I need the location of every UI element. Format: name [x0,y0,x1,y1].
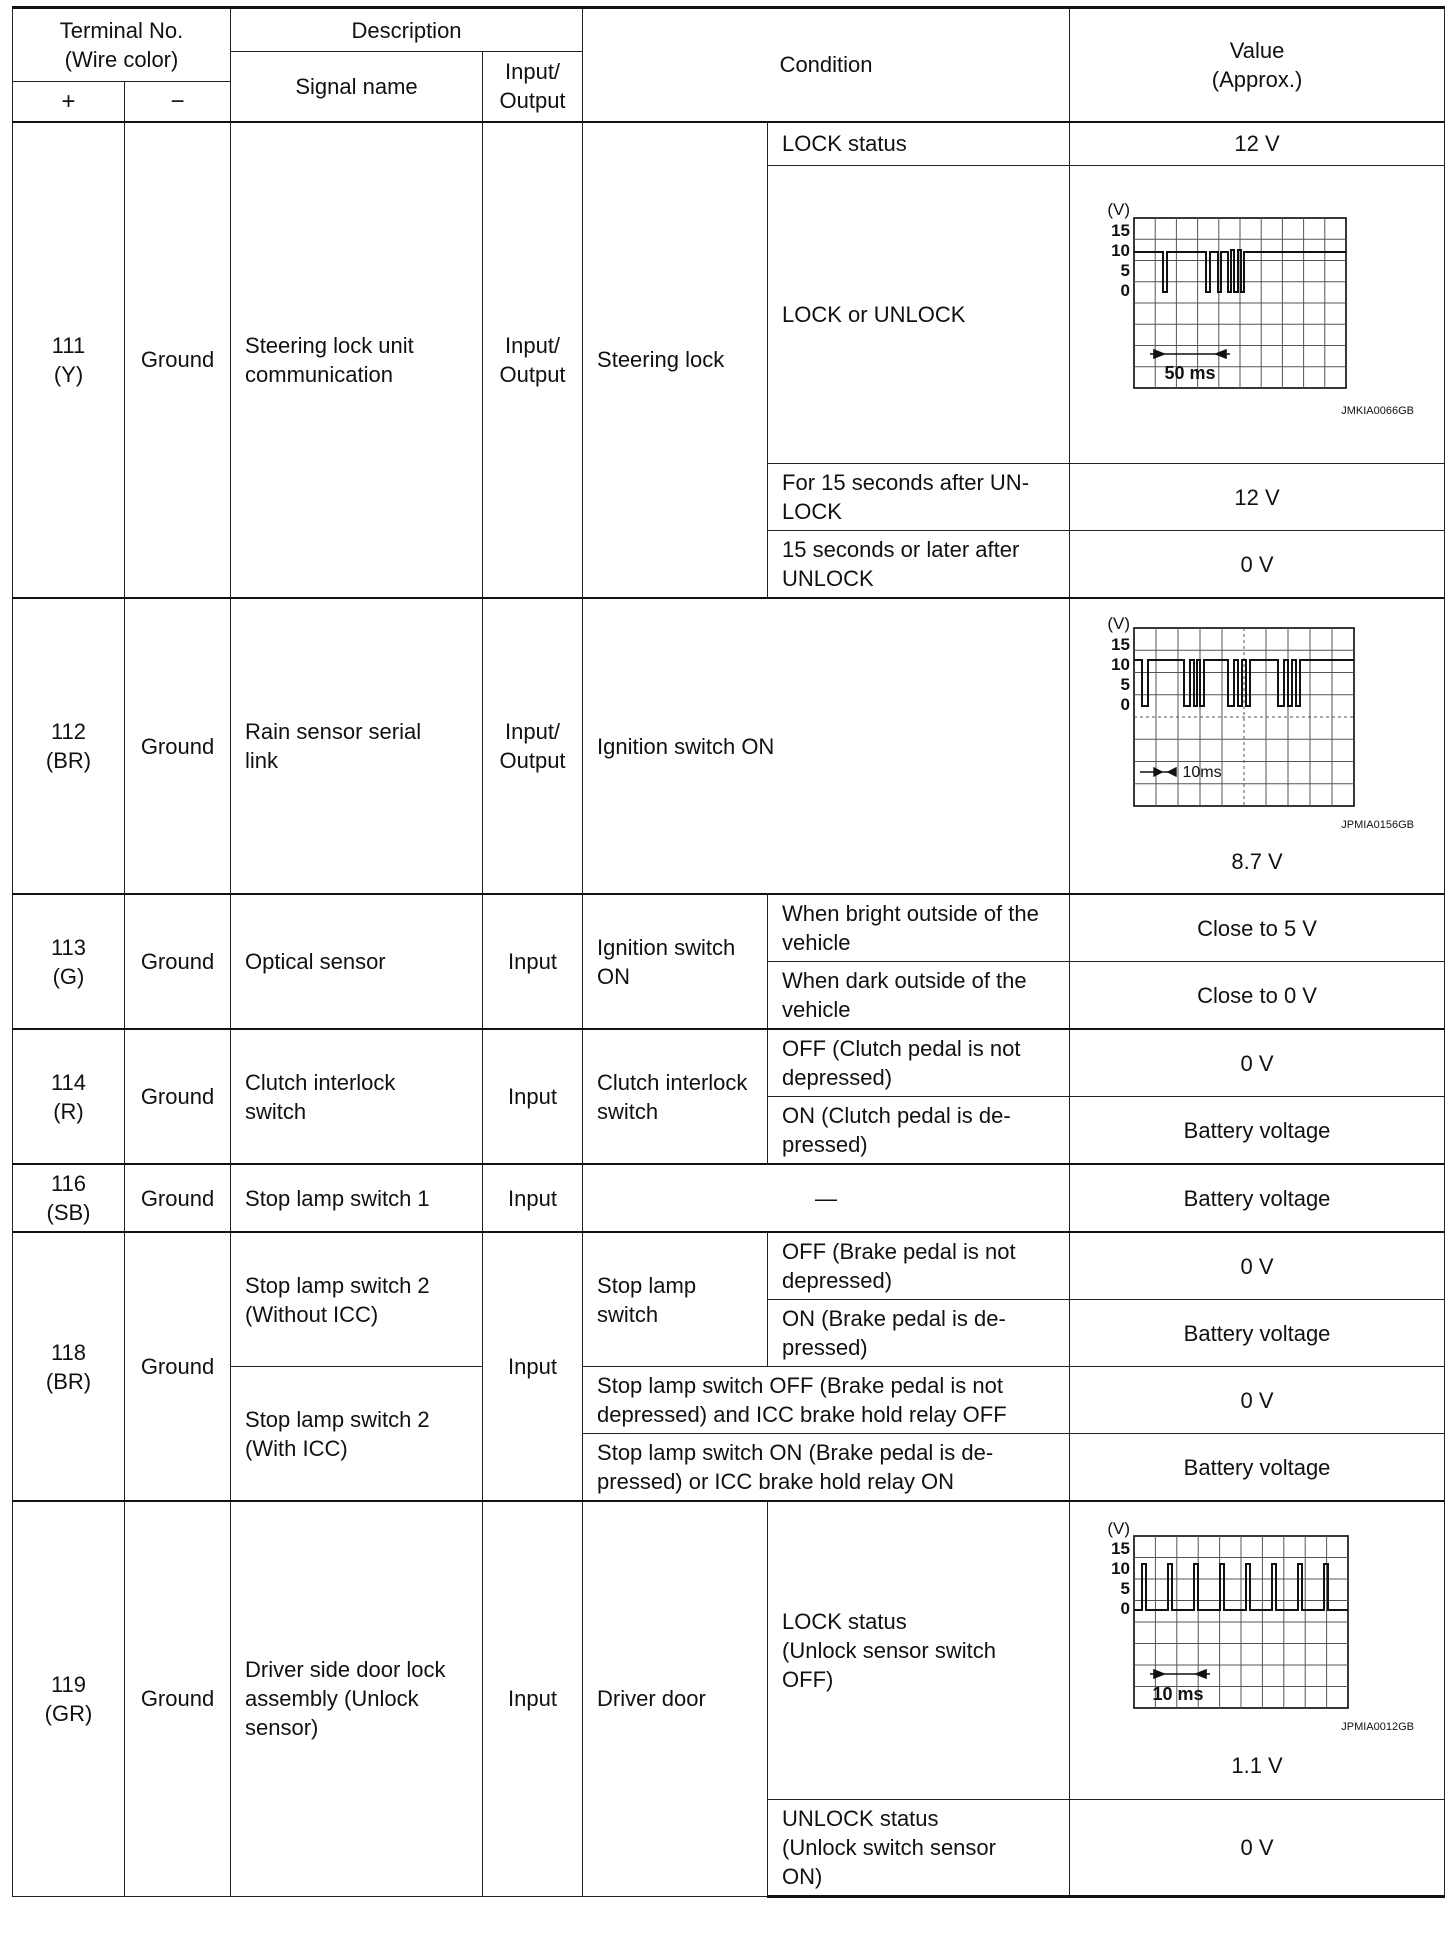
waveform-112-scale: 10ms [1182,764,1222,781]
condition-111-lock-status: LOCK status [768,122,1070,166]
io-118: Input [483,1232,583,1501]
value-118-icc-on: Battery voltage [1070,1434,1445,1502]
terminal-116: 116 (SB) [13,1164,125,1232]
waveform-111-tick-0: 0 [1120,281,1131,300]
waveform-111 [1078,200,1418,422]
value-118-off: 0 V [1070,1232,1445,1300]
header-description: Description [231,8,583,52]
ground-116: Ground [125,1164,231,1232]
waveform-119 [1078,1520,1418,1742]
header-value: Value (Approx.) [1070,8,1445,122]
ground-114: Ground [125,1029,231,1164]
waveform-119-grid [1134,1536,1348,1708]
io-111: Input/ Output [483,122,583,599]
signal-111: Steering lock unit communication [231,122,483,599]
io-116: Input [483,1164,583,1232]
value-112-waveform [1070,598,1445,894]
condition-118-on: ON (Brake pedal is de- pressed) [768,1300,1070,1367]
waveform-119-tick-15: 15 [1111,1539,1131,1559]
condition-111-for-15s: For 15 seconds after UN- LOCK [768,464,1070,531]
condition-111: Steering lock [583,122,768,599]
waveform-119-code: JPMIA0012GB [1341,1721,1415,1734]
condition-119-lock-status: LOCK status (Unlock sensor switch OFF) [768,1501,1070,1799]
value-118-icc-off: 0 V [1070,1367,1445,1434]
waveform-111-trace [1134,250,1346,292]
value-119-lock-status: 1.1 V [1231,1753,1283,1779]
page [12,6,1444,1898]
waveform-111-scale: 50 ms [1164,363,1216,383]
waveform-112-tick-5: 5 [1120,675,1131,694]
waveform-111-tick-15: 15 [1111,221,1131,240]
signal-119: Driver side door lock assembly (Unlock sensor) [231,1501,483,1896]
terminal-signal-table [12,6,1445,1898]
waveform-119-tick-0: 0 [1120,1599,1131,1619]
signal-113: Optical sensor [231,894,483,1029]
waveform-119-scale: 10 ms [1152,1684,1204,1705]
terminal-118: 118 (BR) [13,1232,125,1501]
waveform-119-tick-10: 10 [1111,1559,1131,1579]
io-114: Input [483,1029,583,1164]
waveform-112-tick-10: 10 [1111,655,1131,674]
terminal-114: 114 (R) [13,1029,125,1164]
waveform-112-axis-labels [1107,616,1130,714]
terminal-113: 113 (G) [13,894,125,1029]
signal-112: Rain sensor serial link [231,598,483,894]
waveform-111-unit: (V) [1107,200,1131,219]
header-condition: Condition [583,8,1070,122]
ground-119: Ground [125,1501,231,1896]
io-112: Input/ Output [483,598,583,894]
waveform-111-tick-10: 10 [1111,241,1131,260]
condition-113-bright: When bright outside of the vehicle [768,894,1070,962]
terminal-112: 112 (BR) [13,598,125,894]
waveform-111-scale-marker [1150,350,1230,358]
value-118-on: Battery voltage [1070,1300,1445,1367]
condition-118-stop-lamp-switch: Stop lamp switch [583,1232,768,1367]
waveform-119-axis-labels [1107,1520,1130,1618]
waveform-112-unit: (V) [1107,616,1131,633]
condition-118-icc-off: Stop lamp switch OFF (Brake pedal is not depressed) and ICC brake hold relay OFF [583,1367,1070,1434]
waveform-112 [1078,616,1418,838]
value-111-lock-status: 12 V [1070,122,1445,166]
value-111-after-15s: 0 V [1070,531,1445,599]
header-input-output: Input/ Output [483,52,583,122]
signal-114: Clutch interlock switch [231,1029,483,1164]
header-plus: + [13,82,125,122]
io-113: Input [483,894,583,1029]
waveform-119-tick-5: 5 [1120,1579,1131,1599]
io-119: Input [483,1501,583,1896]
value-114-on: Battery voltage [1070,1097,1445,1165]
terminal-119: 119 (GR) [13,1501,125,1896]
header-minus: − [125,82,231,122]
condition-116: — [583,1164,1070,1232]
value-113-dark: Close to 0 V [1070,962,1445,1030]
condition-118-icc-on: Stop lamp switch ON (Brake pedal is de- pressed) or ICC brake hold relay ON [583,1434,1070,1502]
waveform-119-scale-marker [1150,1670,1210,1678]
signal-118-with-icc: Stop lamp switch 2 (With ICC) [231,1367,483,1502]
value-119-waveform [1070,1501,1445,1799]
condition-119-unlock-status: UNLOCK status (Unlock switch sensor ON) [768,1799,1070,1896]
ground-118: Ground [125,1232,231,1501]
condition-111-after-15s: 15 seconds or later after UNLOCK [768,531,1070,599]
waveform-111-tick-5: 5 [1120,261,1131,280]
waveform-119-unit: (V) [1107,1520,1131,1539]
waveform-111-code: JMKIA0066GB [1341,405,1415,417]
condition-114-on: ON (Clutch pedal is de- pressed) [768,1097,1070,1165]
value-113-bright: Close to 5 V [1070,894,1445,962]
waveform-111-axis-labels [1107,200,1130,300]
condition-111-lock-or-unlock: LOCK or UNLOCK [768,166,1070,464]
condition-119: Driver door [583,1501,768,1896]
condition-114-off: OFF (Clutch pedal is not depressed) [768,1029,1070,1097]
header-signal-name: Signal name [231,52,483,122]
ground-112: Ground [125,598,231,894]
condition-114: Clutch interlock switch [583,1029,768,1164]
waveform-112-tick-15: 15 [1111,635,1131,654]
signal-116: Stop lamp switch 1 [231,1164,483,1232]
condition-113: Ignition switch ON [583,894,768,1029]
condition-112: Ignition switch ON [583,598,1070,894]
value-112: 8.7 V [1231,849,1283,874]
signal-118-without-icc: Stop lamp switch 2 (Without ICC) [231,1232,483,1367]
condition-118-off: OFF (Brake pedal is not depressed) [768,1232,1070,1300]
terminal-111: 111 (Y) [13,122,125,599]
waveform-112-code: JPMIA0156GB [1341,819,1415,831]
ground-111: Ground [125,122,231,599]
condition-113-dark: When dark outside of the vehicle [768,962,1070,1030]
value-111-for-15s: 12 V [1070,464,1445,531]
value-114-off: 0 V [1070,1029,1445,1097]
waveform-112-tick-0: 0 [1120,695,1131,714]
ground-113: Ground [125,894,231,1029]
value-116: Battery voltage [1070,1164,1445,1232]
value-119-unlock-status: 0 V [1070,1799,1445,1896]
header-terminal-no: Terminal No. (Wire color) [13,8,231,82]
value-111-waveform [1070,166,1445,464]
waveform-112-scale-marker [1140,768,1176,776]
